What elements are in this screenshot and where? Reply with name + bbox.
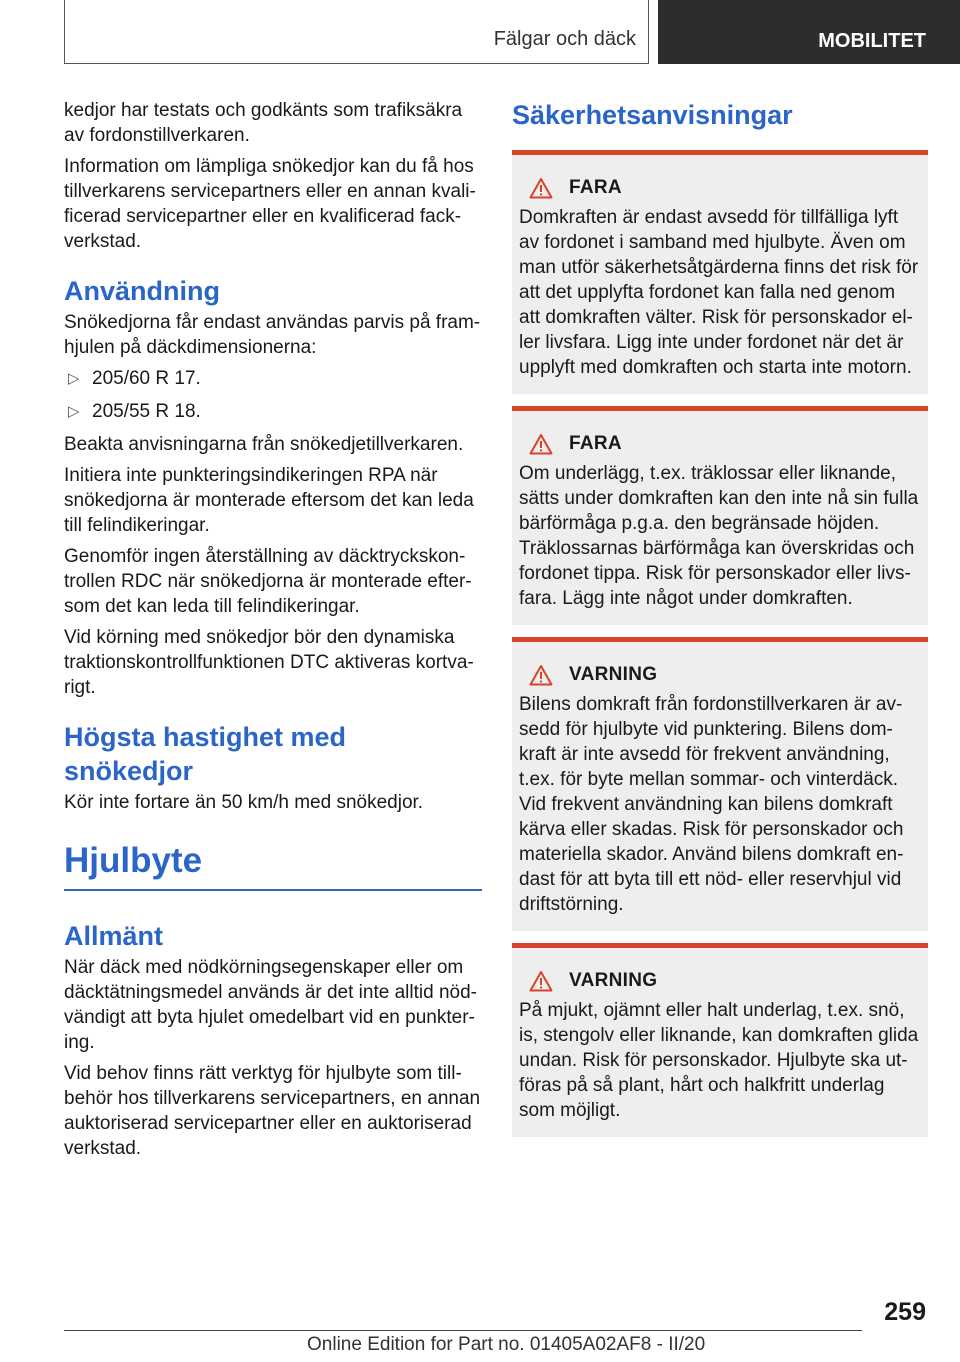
warning-title	[519, 970, 920, 992]
warning-text: Domkraften är endast avsedd för tillfälliga lyft av fordonet i samband med hjulbyte. Även om man utför säkerhetsåtgärderna finns det risk för att det upplyfta fordonet kan falla ned genom att domkraften välter. Risk för personskador el-ler livsfara. Ligg inte under fordonet när det är upplyft med domkraften och starta inte motorn.	[519, 207, 919, 378]
usage-paragraph: Vid körning med snökedjor bör den dynamiska traktionskontrollfunktionen DTC aktiveras kortva-rigt.	[64, 627, 474, 698]
warning-box-caution	[512, 943, 928, 1137]
list-item: ▷ 205/60 R 17.	[68, 368, 201, 389]
warning-box-danger	[512, 150, 928, 394]
triangle-bullet-icon: ▷	[68, 403, 80, 420]
right-column	[512, 98, 928, 1149]
warning-triangle-icon	[529, 664, 553, 686]
general-paragraph-1: När däck med nödkörningsegenskaper eller om däcktätningsmedel används är det inte alltid nöd-vändigt att byta hjulet omedelbart vid en punkter-ing.	[64, 957, 477, 1053]
footer-divider	[64, 1330, 862, 1331]
warning-box-danger	[512, 406, 928, 625]
usage-text: Snökedjorna får endast användas parvis på fram-hjulen på däckdimensionerna:	[64, 312, 481, 358]
usage-paragraph: Initiera inte punkteringsindikeringen RPA när snökedjorna är monterade eftersom det kan leda till felindikeringar.	[64, 465, 474, 536]
safety-heading: Säkerhetsanvisningar	[512, 100, 793, 130]
warning-triangle-icon	[529, 177, 553, 199]
triangle-bullet-icon: ▷	[68, 370, 80, 387]
edition-text[interactable]: Online Edition for Part no. 01405A02AF8 - II/20	[307, 1334, 706, 1355]
warning-label: FARA	[569, 177, 622, 198]
warning-text: Om underlägg, t.ex. träklossar eller liknande, sätts under domkraften kan den inte nå sin fulla bärförmåga p.g.a. den begränsade höjden. Träklossarnas bärförmåga kan överskridas och fordonet tippa. Risk för personskador eller livs-fara. Lägg inte något under domkraften.	[519, 463, 919, 609]
speed-heading: Högsta hastighet med snökedjor	[64, 722, 347, 786]
warning-label: FARA	[569, 433, 622, 454]
warning-title	[519, 433, 920, 455]
section-title: Fälgar och däck	[493, 28, 636, 50]
wheel-change-title: Hjulbyte	[64, 839, 482, 891]
usage-paragraph: Beakta anvisningarna från snökedjetillverkaren.	[64, 434, 464, 455]
warning-text: Bilens domkraft från fordonstillverkaren är av-sedd för hjulbyte vid punktering. Bilens dom-kraft är inte avsedd för frekvent användning, t.ex. för byte mellan sommar- och vinterdäck. Vid frekvent användning kan bilens domkraft kärva eller skadas. Risk för personskador och materiella skador. Använd bilens domkraft en-dast för att byta till ett nöd- eller reservhjul vid driftstörning.	[519, 694, 904, 915]
page-number: 259	[884, 1298, 926, 1326]
warning-title	[519, 177, 920, 199]
usage-paragraph: Genomför ingen återställning av däcktryckskon-trollen RDC när snökedjorna är monterade efter-som det kan leda till felindikeringar.	[64, 546, 472, 617]
warning-triangle-icon	[529, 433, 553, 455]
warning-label: VARNING	[569, 664, 658, 685]
list-item: ▷ 205/55 R 18.	[68, 401, 201, 422]
general-paragraph-2: Vid behov finns rätt verktyg för hjulbyte som till-behör hos tillverkarens servicepartners, en annan auktoriserad servicepartner eller en auktoriserad verkstad.	[64, 1063, 481, 1159]
warning-box-caution	[512, 637, 928, 931]
warning-triangle-icon	[529, 970, 553, 992]
left-column	[64, 98, 482, 1167]
tire-size-list	[64, 366, 482, 424]
usage-heading: Användning	[64, 276, 220, 306]
speed-text: Kör inte fortare än 50 km/h med snökedjor.	[64, 792, 424, 813]
chapter-tab[interactable]: MOBILITET	[658, 0, 960, 64]
intro-paragraph-2: Information om lämpliga snökedjor kan du få hos tillverkarens servicepartners eller en annan kvali-ficerad servicepartner eller en kvalificerad fack-verkstad.	[64, 156, 476, 252]
general-heading: Allmänt	[64, 921, 164, 951]
intro-paragraph-1: kedjor har testats och godkänts som trafiksäkra av fordonstillverkaren.	[64, 100, 463, 146]
warning-text: På mjukt, ojämnt eller halt underlag, t.ex. snö, is, stengolv eller liknande, kan domkraften glida undan. Risk för personskador. Hjulbyte ska ut-föras på så plant, hårt och halkfritt underlag som möjligt.	[519, 1000, 919, 1121]
warning-title	[519, 664, 920, 686]
warning-label: VARNING	[569, 970, 658, 991]
